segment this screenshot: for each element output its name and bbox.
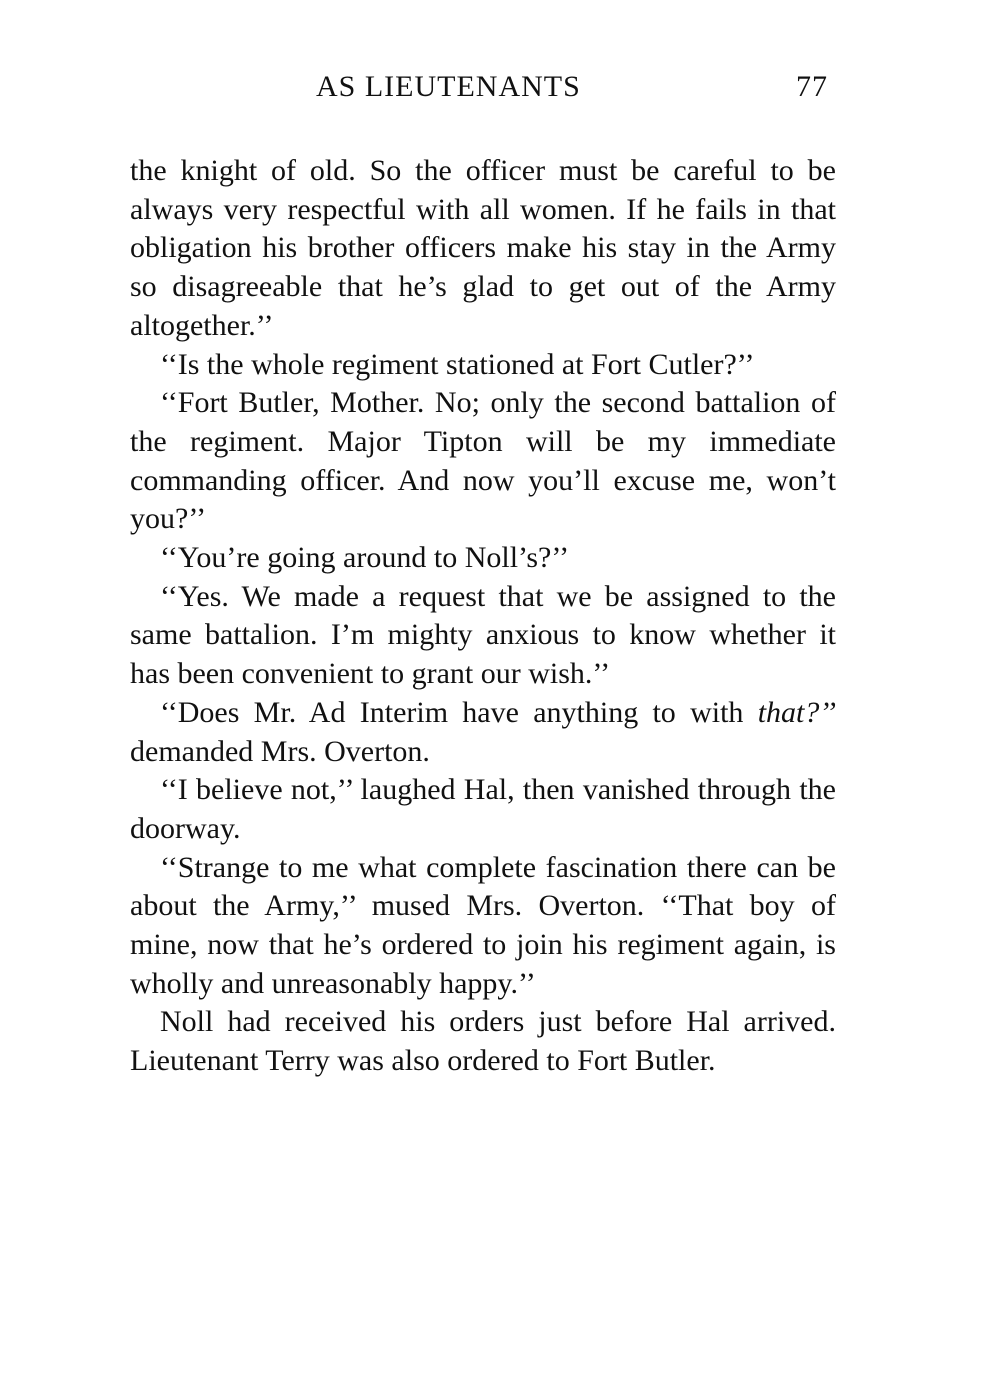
paragraph-4: ‘‘You’re going around to Noll’s?’’ xyxy=(160,541,570,575)
paragraph-6-italic: that?’’ xyxy=(757,695,837,729)
body-text xyxy=(130,152,836,1081)
running-header xyxy=(130,70,836,114)
book-page xyxy=(130,70,836,1081)
paragraph-3: ‘‘Fort Butler, Mother. No; only the second battalion of the regiment. Major Tipton will be my immediate commanding officer. And now you’ll excuse me, won’t you?’’ xyxy=(130,386,836,536)
paragraph-6 xyxy=(130,694,836,771)
paragraph-8: ‘‘Strange to me what complete fascination there can be about the Army,’’ mused Mrs. Overton. ‘‘That boy of mine, now that he’s ordered to join his regiment again, is wholly and unreasonably happy.’’ xyxy=(130,850,836,1000)
chapter-title: AS LIEUTENANTS xyxy=(316,70,581,103)
page-number: 77 xyxy=(796,70,828,103)
paragraph-9: Noll had received his orders just before Hal arrived. Lieutenant Terry was also ordered to Fort Butler. xyxy=(130,1005,836,1078)
paragraph-6-end: demanded Mrs. Overton. xyxy=(130,734,430,768)
paragraph-1: the knight of old. So the officer must be careful to be always very respectful with all women. If he fails in that obligation his brother officers make his stay in the Army so disagreeable that he’s glad to get out of the Army altogether.’’ xyxy=(130,154,836,342)
paragraph-6-start: ‘‘Does Mr. Ad Interim have anything to with xyxy=(160,695,744,729)
paragraph-5: ‘‘Yes. We made a request that we be assigned to the same battalion. I’m mighty anxious to know whether it has been convenient to grant our wish.’’ xyxy=(130,579,836,691)
paragraph-7: ‘‘I believe not,’’ laughed Hal, then vanished through the doorway. xyxy=(130,773,836,845)
paragraph-2: ‘‘Is the whole regiment stationed at Fort Cutler?’’ xyxy=(160,347,755,381)
